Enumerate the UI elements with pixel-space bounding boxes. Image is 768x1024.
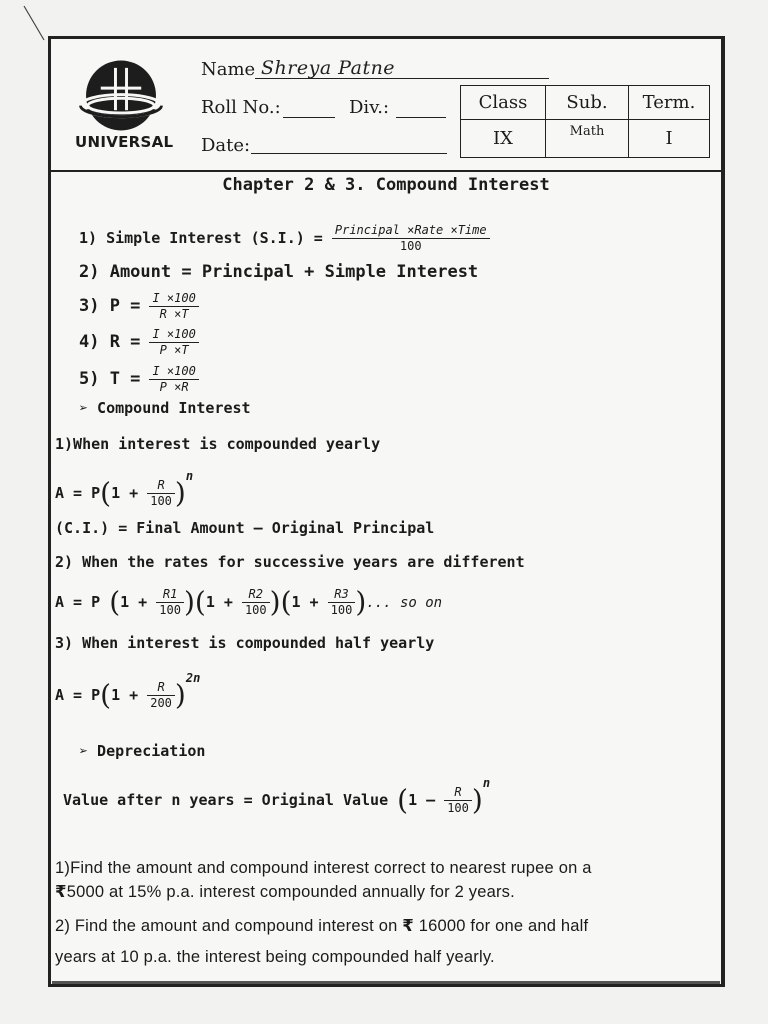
t-formula bbox=[79, 364, 199, 395]
p-label: 3) P = bbox=[79, 296, 141, 316]
depreciation-r: R bbox=[444, 785, 472, 801]
si-denominator: 100 bbox=[399, 239, 422, 253]
brand-name: UNIVERSAL bbox=[75, 133, 174, 151]
worksheet-frame bbox=[48, 36, 725, 987]
q2-line1-a: 2) Find the amount and compound interest on bbox=[55, 917, 398, 935]
t-numerator: I ×100 bbox=[149, 364, 198, 380]
r-formula bbox=[79, 327, 199, 358]
diff-fraction-3 bbox=[328, 587, 356, 618]
question-1-line-1: 1)Find the amount and compound interest correct to nearest rupee on a bbox=[55, 859, 592, 877]
class-subject-term-table bbox=[460, 85, 710, 158]
diff-lead: A = P bbox=[55, 593, 101, 611]
table-header-row bbox=[461, 86, 710, 120]
term-value: I bbox=[629, 120, 710, 158]
frame-bottom-edge bbox=[52, 981, 720, 984]
ci-formula: (C.I.) = Final Amount – Original Principal bbox=[55, 519, 435, 537]
question-2-line-2: years at 10 p.a. the interest being compounded half yearly. bbox=[55, 948, 495, 966]
depreciation-lead: Value after n years = Original Value bbox=[63, 791, 389, 809]
p-denominator: R ×T bbox=[159, 307, 189, 321]
compound-interest-heading: ➢ Compound Interest bbox=[79, 399, 251, 417]
q2-line1-b: 16000 for one and half bbox=[418, 917, 589, 935]
question-2-line-1 bbox=[55, 916, 588, 936]
div-label: Div.: bbox=[349, 97, 390, 118]
rupee-icon: ₹ bbox=[55, 882, 67, 901]
diff-100-2: 100 bbox=[244, 603, 267, 617]
yearly-exponent: n bbox=[185, 469, 194, 483]
different-rates-formula: A = P (1 + $\frac{R1}{100}$ )(1 + $\frac{R2}{100}$ )(1 + $\frac{R3}{100}$ )... so on bbox=[55, 585, 443, 619]
term-header: Term. bbox=[629, 86, 710, 120]
diff-one-plus-3: 1 + bbox=[291, 593, 319, 611]
yearly-fraction bbox=[147, 478, 175, 509]
si-numerator: Principal ×Rate ×Time bbox=[332, 223, 490, 239]
half-r: R bbox=[147, 680, 175, 696]
so-on: ... so on bbox=[366, 595, 443, 611]
one-plus: 1 + bbox=[111, 484, 139, 502]
different-rates-heading: 2) When the rates for successive years are different bbox=[55, 553, 525, 571]
roll-label: Roll No.: bbox=[201, 97, 281, 118]
half-200: 200 bbox=[150, 696, 172, 710]
name-label: Name bbox=[201, 59, 256, 80]
table-value-row bbox=[461, 120, 710, 158]
amount-formula: 2) Amount = Principal + Simple Interest bbox=[79, 262, 479, 282]
half-yearly-heading: 3) When interest is compounded half yearly bbox=[55, 634, 435, 652]
depreciation-fraction bbox=[444, 785, 472, 816]
half-exponent: 2n bbox=[185, 671, 201, 685]
chapter-title: Chapter 2 & 3. Compound Interest bbox=[222, 175, 550, 195]
p-formula bbox=[79, 291, 199, 322]
si-fraction bbox=[332, 223, 490, 254]
half-yearly-formula: A = P(1 + $\frac{R}{200}$ )$^{2n}$ bbox=[55, 671, 201, 712]
div-field[interactable] bbox=[396, 117, 446, 118]
yearly-100: 100 bbox=[150, 494, 172, 508]
class-value: IX bbox=[461, 120, 546, 158]
t-label: 5) T = bbox=[79, 369, 141, 389]
name-handwritten[interactable]: Shreya Patne bbox=[261, 57, 396, 79]
t-fraction bbox=[149, 364, 198, 395]
rupee-icon: ₹ bbox=[402, 916, 414, 935]
r-denominator: P ×T bbox=[159, 343, 189, 357]
one-minus: 1 – bbox=[408, 791, 436, 809]
diff-one-plus-2: 1 + bbox=[205, 593, 233, 611]
class-header: Class bbox=[461, 86, 546, 120]
depreciation-100: 100 bbox=[447, 801, 469, 815]
t-denominator: P ×R bbox=[159, 380, 189, 394]
roll-field[interactable] bbox=[283, 117, 335, 118]
p-fraction bbox=[149, 291, 198, 322]
si-label: 1) Simple Interest (S.I.) = bbox=[79, 229, 323, 247]
diff-one-plus-1: 1 + bbox=[120, 593, 148, 611]
half-lead: A = P bbox=[55, 686, 101, 704]
half-one-plus: 1 + bbox=[111, 686, 139, 704]
half-fraction bbox=[147, 680, 175, 711]
diff-100-3: 100 bbox=[330, 603, 353, 617]
yearly-formula: A = P(1 + $\frac{R}{100}$ )$^n$ bbox=[55, 469, 194, 510]
subject-value: Math bbox=[546, 120, 629, 158]
diff-r2: R2 bbox=[242, 587, 270, 603]
subject-header: Sub. bbox=[546, 86, 629, 120]
diff-100-1: 100 bbox=[159, 603, 181, 617]
r-fraction bbox=[149, 327, 198, 358]
q1-line2-text: 5000 at 15% p.a. interest compounded annually for 2 years. bbox=[66, 883, 515, 901]
yearly-r: R bbox=[147, 478, 175, 494]
question-1-line-2 bbox=[55, 882, 515, 902]
p-numerator: I ×100 bbox=[149, 291, 198, 307]
r-label: 4) R = bbox=[79, 332, 141, 352]
depreciation-formula: Value after n years = Original Value (1 – $\frac{R}{100}$ )$^n$ bbox=[63, 776, 491, 817]
depreciation-exponent: n bbox=[482, 776, 491, 790]
worksheet-header bbox=[51, 39, 721, 172]
diff-fraction-1 bbox=[156, 587, 184, 618]
diff-r3: R3 bbox=[328, 587, 356, 603]
yearly-lead: A = P bbox=[55, 484, 101, 502]
simple-interest-formula bbox=[79, 223, 490, 254]
depreciation-heading: ➢ Depreciation bbox=[79, 742, 206, 760]
diff-fraction-2 bbox=[242, 587, 270, 618]
r-numerator: I ×100 bbox=[149, 327, 198, 343]
date-label: Date: bbox=[201, 135, 251, 156]
diff-r1: R1 bbox=[156, 587, 184, 603]
yearly-heading: 1)When interest is compounded yearly bbox=[55, 435, 381, 453]
date-field[interactable] bbox=[251, 153, 447, 154]
